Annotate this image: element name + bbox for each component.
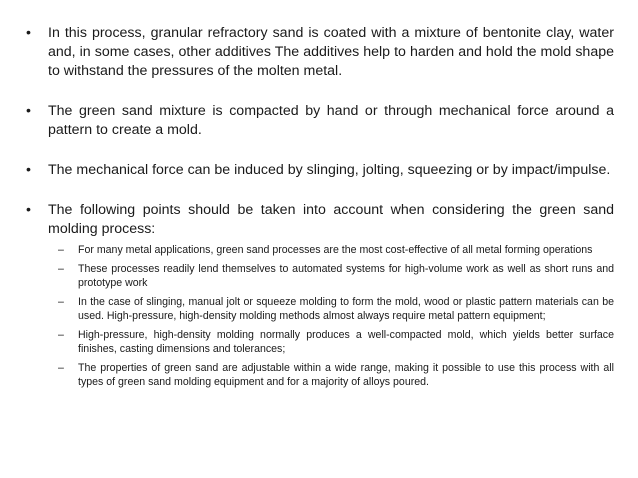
bullet-item-process	[26, 24, 614, 81]
bullet-item-considerations	[26, 201, 614, 390]
bullet-icon: •	[26, 103, 31, 119]
dash-icon: –	[58, 328, 64, 341]
sub-point	[48, 295, 614, 324]
bullet-list	[26, 24, 614, 390]
bullet-item-mechanical-force	[26, 161, 614, 180]
sub-point-text: For many metal applications, green sand processes are the most cost-effective of all metal forming operations	[78, 244, 593, 256]
bullet-text: The green sand mixture is compacted by hand or through mechanical force around a pattern to create a mold.	[48, 103, 614, 138]
bullet-icon: •	[26, 162, 31, 178]
sub-point	[48, 262, 614, 291]
sub-point	[48, 328, 614, 357]
sub-point-text: The properties of green sand are adjustable within a wide range, making it possible to use this process with all types of green sand molding equipment and for a majority of alloys poured.	[78, 361, 614, 388]
bullet-icon: •	[26, 202, 31, 218]
dash-icon: –	[58, 361, 64, 374]
sub-point-text: In the case of slinging, manual jolt or squeeze molding to form the mold, wood or plastic pattern materials can be used. High-pressure, high-density molding methods almost always require metal pattern equipment;	[78, 295, 614, 322]
sub-point-text: High-pressure, high-density molding normally produces a well-compacted mold, which yields better surface finishes, casting dimensions and tolerances;	[78, 328, 614, 355]
sub-point	[48, 361, 614, 390]
dash-icon: –	[58, 262, 64, 275]
bullet-text: The following points should be taken into account when considering the green sand molding process:	[48, 202, 614, 237]
bullet-icon: •	[26, 25, 31, 41]
bullet-item-compaction	[26, 102, 614, 140]
sub-point-list	[48, 243, 614, 390]
bullet-text: In this process, granular refractory sand is coated with a mixture of bentonite clay, water and, in some cases, other additives The additives help to harden and hold the mold shape to withstand the pressures of the molten metal.	[48, 25, 614, 79]
sub-point-text: These processes readily lend themselves to automated systems for high-volume work as well as short runs and prototype work	[78, 262, 614, 289]
dash-icon: –	[58, 295, 64, 308]
bullet-text: The mechanical force can be induced by slinging, jolting, squeezing or by impact/impulse.	[48, 162, 611, 178]
sub-point	[48, 243, 614, 258]
dash-icon: –	[58, 244, 64, 256]
